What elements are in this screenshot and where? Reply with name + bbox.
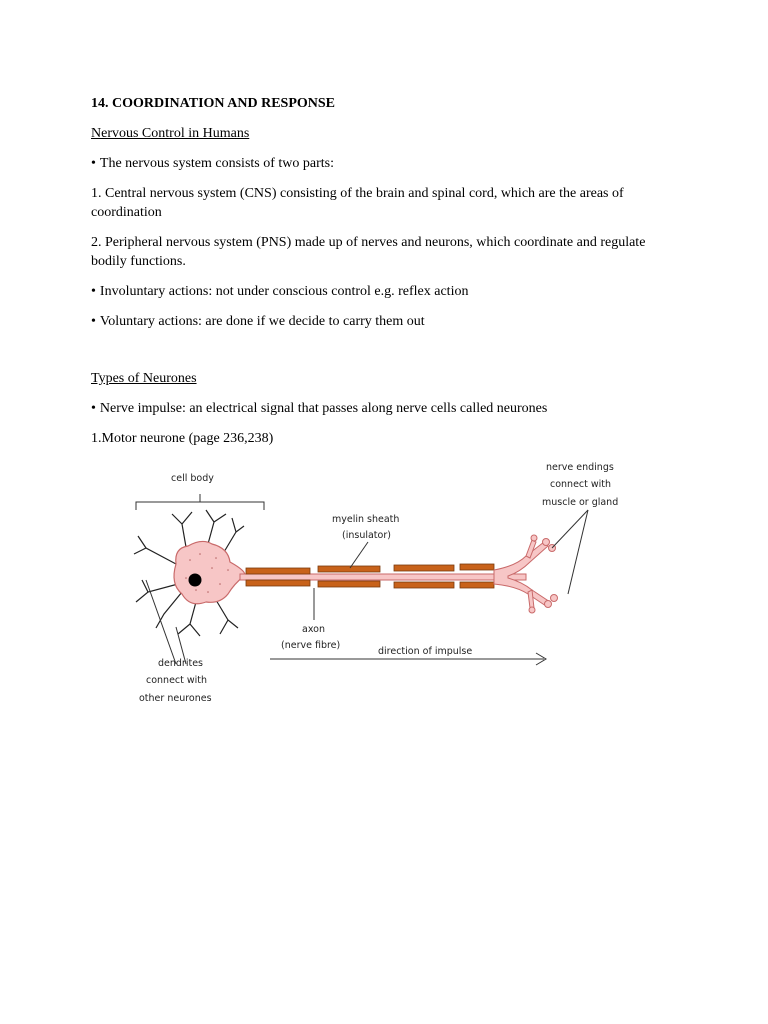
label-cell-body: cell body (171, 473, 214, 484)
motor-neurone-diagram (116, 452, 636, 710)
label-other-neurones: other neurones (139, 693, 212, 704)
pns-paragraph: 2. Peripheral nervous system (PNS) made up of nerves and neurons, which coordinate and regulate bodily functions. (91, 235, 646, 269)
section-title-types-of-neurones: Types of Neurones (91, 371, 197, 386)
cell-body-bracket (136, 502, 264, 510)
page-heading: 14. COORDINATION AND RESPONSE (91, 96, 335, 111)
cns-paragraph: 1. Central nervous system (CNS) consisting of the brain and spinal cord, which are the areas of coordination (91, 186, 624, 220)
nucleus (189, 574, 202, 587)
label-nerve-fibre: (nerve fibre) (281, 640, 341, 651)
label-nerve-endings: nerve endings (546, 462, 614, 473)
label-connect-with-muscle: connect with (550, 479, 612, 490)
motor-neurone-caption: 1.Motor neurone (page 236,238) (91, 431, 274, 446)
section-title-nervous-control: Nervous Control in Humans (91, 126, 250, 141)
label-axon: axon (302, 624, 325, 635)
label-connect-with-other: connect with (146, 675, 208, 686)
label-muscle-or-gland: muscle or gland (542, 497, 619, 508)
label-dendrites: dendrites (158, 658, 203, 669)
document-page (91, 94, 681, 448)
label-insulator: (insulator) (342, 530, 391, 541)
bullet-voluntary: • Voluntary actions: are done if we decide to carry them out (91, 312, 681, 331)
label-myelin-sheath: myelin sheath (332, 514, 400, 525)
bullet-nerve-impulse: • Nerve impulse: an electrical signal that passes along nerve cells called neurones (91, 399, 681, 418)
bullet-two-parts: • The nervous system consists of two parts: (91, 154, 681, 173)
cell-body (174, 541, 245, 603)
label-direction-of-impulse: direction of impulse (378, 646, 473, 657)
axon (240, 574, 526, 580)
bullet-involuntary: • Involuntary actions: not under conscious control e.g. reflex action (91, 282, 681, 301)
